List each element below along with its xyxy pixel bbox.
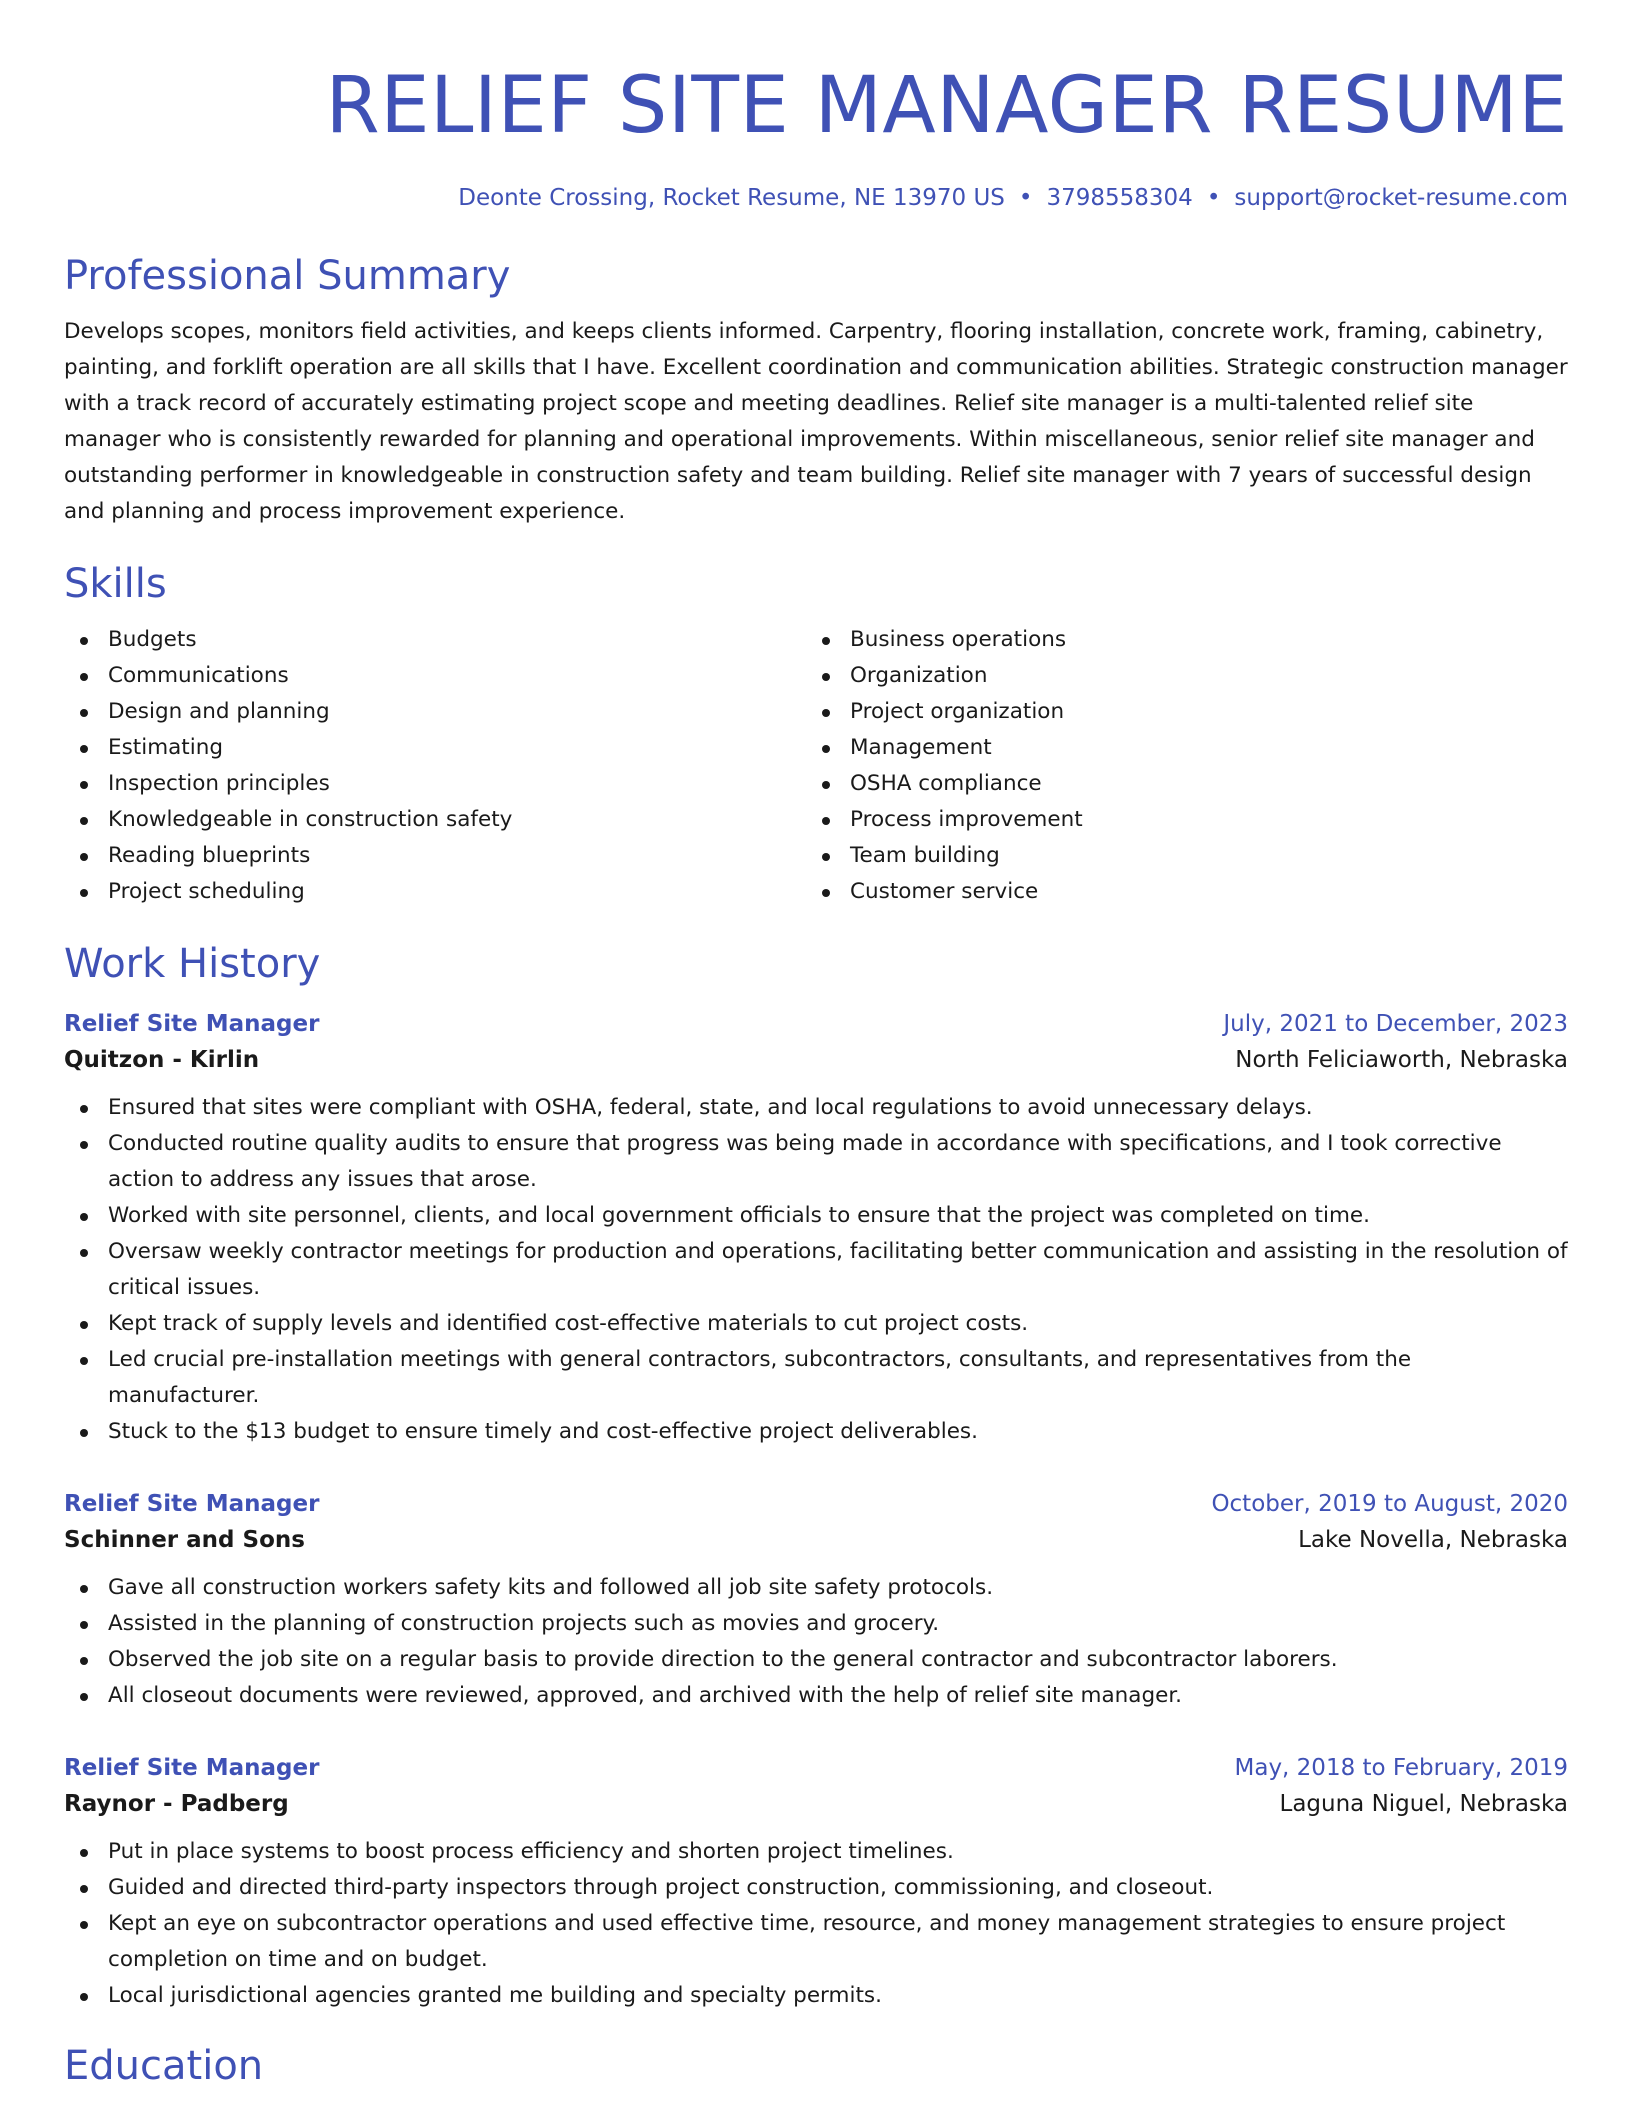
job-title: Relief Site Manager: [64, 1755, 320, 1781]
contact-separator: •: [1206, 185, 1221, 211]
job-bullet: Gave all construction workers safety kits and followed all job site safety protocols.: [64, 1570, 1568, 1606]
resume-title: RELIEF SITE MANAGER RESUME: [325, 61, 1568, 151]
contact-line: [64, 182, 1568, 214]
job-bullet: Kept an eye on subcontractor operations and used effective time, resource, and money management strategies to ensure project completion on time and on budget.: [64, 1906, 1568, 1978]
job-company-row: [64, 1784, 1568, 1824]
job-company-row: [64, 1520, 1568, 1560]
job-bullet: Worked with site personnel, clients, and local government officials to ensure that the project was completed on time.: [64, 1198, 1568, 1234]
contact-separator: •: [1018, 185, 1033, 211]
job-dates: May, 2018 to February, 2019: [1234, 1755, 1568, 1781]
job-dates: July, 2021 to December, 2023: [1223, 1011, 1568, 1037]
job-dates: October, 2019 to August, 2020: [1211, 1491, 1568, 1517]
education-heading: Education: [64, 2043, 264, 2089]
job-bullet: Put in place systems to boost process efficiency and shorten project timelines.: [64, 1834, 1568, 1870]
skill-item: Organization: [806, 658, 1548, 694]
skill-item: Project scheduling: [64, 874, 806, 910]
job-header-row: [64, 1752, 1568, 1784]
skill-item: Budgets: [64, 622, 806, 658]
skill-item: Inspection principles: [64, 766, 806, 802]
job-company: Quitzon - Kirlin: [64, 1047, 260, 1073]
job-bullet: Oversaw weekly contractor meetings for production and operations, facilitating better communication and assisting in the resolution of critical issues.: [64, 1234, 1568, 1306]
job-bullet: Ensured that sites were compliant with OSHA, federal, state, and local regulations to avoid unnecessary delays.: [64, 1090, 1568, 1126]
work-history-heading: Work History: [64, 941, 321, 987]
job-bullet: Local jurisdictional agencies granted me building and specialty permits.: [64, 1978, 1568, 2014]
job-bullets: [64, 1834, 1568, 2014]
summary-text: Develops scopes, monitors field activities, and keeps clients informed. Carpentry, flooring installation, concrete work, framing, cabinetry, painting, and forklift operation are all skills that I have. Excellent coordination and communication abilities. Strategic construction manager with a track record of accurately estimating project scope and meeting deadlines. Relief site manager is a multi-talented relief site manager who is consistently rewarded for planning and operational improvements. Within miscellaneous, senior relief site manager and outstanding performer in knowledgeable in construction safety and team building. Relief site manager with 7 years of successful design and planning and process improvement experience.: [64, 319, 1568, 524]
skill-item: Design and planning: [64, 694, 806, 730]
job-location: North Feliciaworth, Nebraska: [1235, 1047, 1568, 1073]
skill-item: Business operations: [806, 622, 1548, 658]
job-company: Raynor - Padberg: [64, 1791, 289, 1817]
skills-list-left: [64, 622, 806, 910]
job-entry: [64, 1488, 1568, 1714]
job-header-row: [64, 1008, 1568, 1040]
job-bullet: Led crucial pre-installation meetings with general contractors, subcontractors, consultants, and representatives from the manufacturer.: [64, 1342, 1568, 1414]
summary-heading: Professional Summary: [64, 253, 511, 299]
job-title: Relief Site Manager: [64, 1491, 320, 1517]
skill-item: Knowledgeable in construction safety: [64, 802, 806, 838]
resume-page: [64, 0, 1568, 2092]
skill-item: Communications: [64, 658, 806, 694]
contact-email: support@rocket-resume.com: [1234, 185, 1568, 211]
skills-grid: [64, 622, 1568, 910]
job-bullet: Guided and directed third-party inspectors through project construction, commissioning, and closeout.: [64, 1870, 1568, 1906]
job-bullet: Conducted routine quality audits to ensure that progress was being made in accordance with specifications, and I took corrective action to address any issues that arose.: [64, 1126, 1568, 1198]
skill-item: Estimating: [64, 730, 806, 766]
skill-item: OSHA compliance: [806, 766, 1548, 802]
contact-address: Deonte Crossing, Rocket Resume, NE 13970 US: [458, 185, 1005, 211]
job-location: Laguna Niguel, Nebraska: [1279, 1791, 1568, 1817]
skills-heading: Skills: [64, 561, 167, 607]
job-bullet: Assisted in the planning of construction projects such as movies and grocery.: [64, 1606, 1568, 1642]
job-bullet: Kept track of supply levels and identified cost-effective materials to cut project costs.: [64, 1306, 1568, 1342]
job-entry: [64, 1752, 1568, 2014]
skills-list-right: [806, 622, 1548, 910]
skill-item: Management: [806, 730, 1548, 766]
job-title: Relief Site Manager: [64, 1011, 320, 1037]
skill-item: Project organization: [806, 694, 1548, 730]
contact-phone: 3798558304: [1046, 185, 1193, 211]
job-bullets: [64, 1570, 1568, 1714]
skill-item: Customer service: [806, 874, 1548, 910]
job-bullet: All closeout documents were reviewed, approved, and archived with the help of relief site manager.: [64, 1678, 1568, 1714]
skill-item: Team building: [806, 838, 1548, 874]
skill-item: Reading blueprints: [64, 838, 806, 874]
job-location: Lake Novella, Nebraska: [1298, 1527, 1568, 1553]
job-bullet: Stuck to the $13 budget to ensure timely and cost-effective project deliverables.: [64, 1414, 1568, 1450]
job-company-row: [64, 1040, 1568, 1080]
job-bullet: Observed the job site on a regular basis to provide direction to the general contractor and subcontractor laborers.: [64, 1642, 1568, 1678]
job-bullets: [64, 1090, 1568, 1450]
job-header-row: [64, 1488, 1568, 1520]
skill-item: Process improvement: [806, 802, 1548, 838]
job-company: Schinner and Sons: [64, 1527, 305, 1553]
job-entry: [64, 1008, 1568, 1450]
